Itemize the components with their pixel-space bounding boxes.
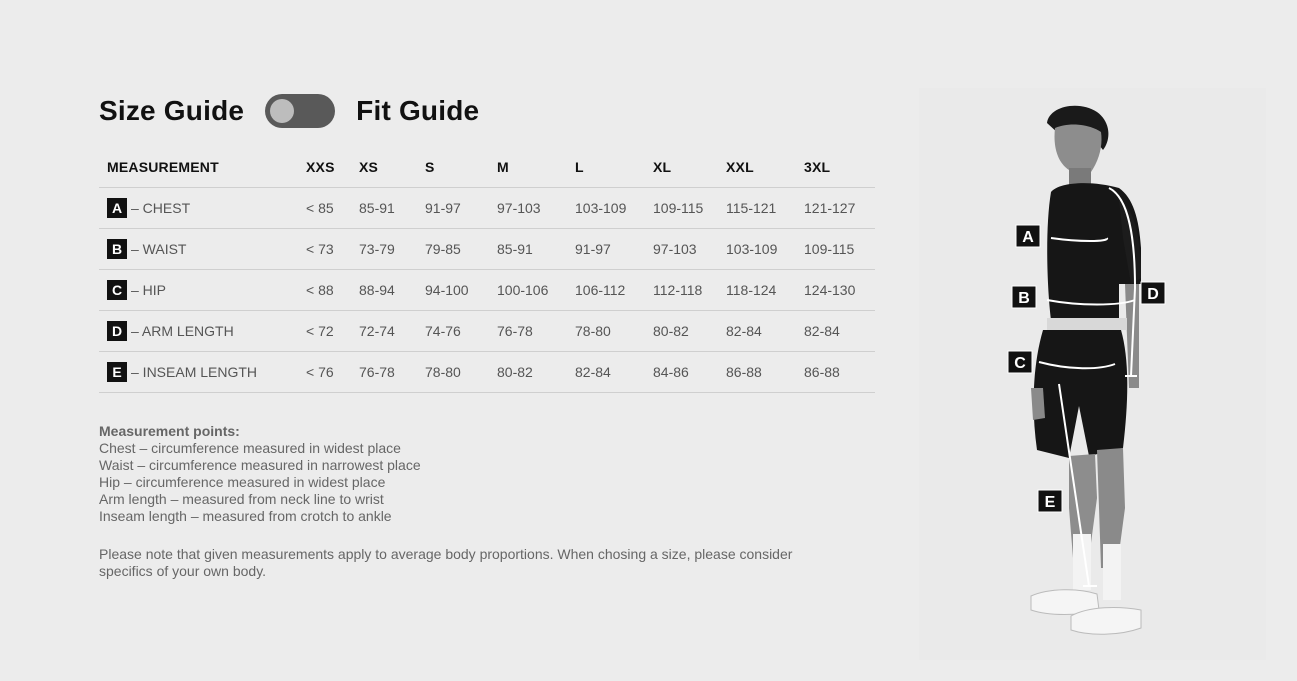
- value-cell: 88-94: [355, 270, 421, 311]
- measurement-badge: A: [107, 198, 127, 218]
- value-cell: 118-124: [722, 270, 800, 311]
- value-cell: 86-88: [722, 352, 800, 393]
- measurement-badge: D: [107, 321, 127, 341]
- note-line: Hip – circumference measured in widest place: [99, 474, 386, 490]
- measurement-cell: [99, 270, 302, 311]
- value-cell: 76-78: [493, 311, 571, 352]
- value-cell: 80-82: [649, 311, 722, 352]
- note-line: Inseam length – measured from crotch to ankle: [99, 508, 392, 524]
- value-cell: < 76: [302, 352, 355, 393]
- note-line: Waist – circumference measured in narrowest place: [99, 457, 421, 473]
- value-cell: 124-130: [800, 270, 875, 311]
- value-cell: 78-80: [421, 352, 493, 393]
- value-cell: 121-127: [800, 188, 875, 229]
- value-cell: 109-115: [649, 188, 722, 229]
- size-guide-title[interactable]: Size Guide: [99, 95, 245, 126]
- guide-header: [99, 92, 479, 130]
- value-cell: 100-106: [493, 270, 571, 311]
- table-row: [99, 229, 875, 270]
- measurement-cell: [99, 188, 302, 229]
- fit-guide-title[interactable]: Fit Guide: [356, 95, 480, 126]
- measurement-label: – CHEST: [131, 200, 191, 216]
- note-line: Arm length – measured from neck line to wrist: [99, 491, 384, 507]
- cyclist-illustration: [919, 88, 1266, 660]
- table-row: [99, 188, 875, 229]
- value-cell: 97-103: [649, 229, 722, 270]
- value-cell: 85-91: [355, 188, 421, 229]
- table-header-row: [99, 146, 875, 188]
- value-cell: 86-88: [800, 352, 875, 393]
- table-row: [99, 270, 875, 311]
- guide-toggle-switch[interactable]: [265, 94, 335, 128]
- svg-text:A: A: [1022, 229, 1034, 246]
- value-cell: 79-85: [421, 229, 493, 270]
- value-cell: 97-103: [493, 188, 571, 229]
- measurement-cell: [99, 311, 302, 352]
- measurement-badge: E: [107, 362, 127, 382]
- value-cell: < 72: [302, 311, 355, 352]
- value-cell: 78-80: [571, 311, 649, 352]
- header-measurement: MEASUREMENT: [99, 146, 302, 188]
- label-badge-c: [1008, 351, 1032, 373]
- value-cell: 82-84: [800, 311, 875, 352]
- value-cell: 72-74: [355, 311, 421, 352]
- header-size-xxl: XXL: [722, 146, 800, 188]
- value-cell: 91-97: [571, 229, 649, 270]
- value-cell: 103-109: [571, 188, 649, 229]
- value-cell: 82-84: [571, 352, 649, 393]
- value-cell: 115-121: [722, 188, 800, 229]
- label-badge-a: [1016, 225, 1040, 247]
- value-cell: 76-78: [355, 352, 421, 393]
- svg-text:C: C: [1014, 355, 1026, 372]
- value-cell: < 73: [302, 229, 355, 270]
- svg-text:D: D: [1147, 286, 1159, 303]
- size-table: [99, 146, 875, 393]
- measurement-cell: [99, 352, 302, 393]
- measurement-label: – HIP: [131, 282, 167, 298]
- measurement-label: – WAIST: [131, 241, 187, 257]
- measurement-label: – INSEAM LENGTH: [131, 364, 258, 380]
- measurement-notes: [99, 423, 859, 525]
- svg-text:B: B: [1018, 290, 1030, 307]
- value-cell: 109-115: [800, 229, 875, 270]
- value-cell: 85-91: [493, 229, 571, 270]
- table-row: [99, 352, 875, 393]
- measurement-label: – ARM LENGTH: [131, 323, 234, 339]
- value-cell: 82-84: [722, 311, 800, 352]
- value-cell: 74-76: [421, 311, 493, 352]
- header-size-s: S: [421, 146, 493, 188]
- value-cell: 73-79: [355, 229, 421, 270]
- header-size-xs: XS: [355, 146, 421, 188]
- header-size-3xl: 3XL: [800, 146, 875, 188]
- value-cell: 106-112: [571, 270, 649, 311]
- header-size-xxs: XXS: [302, 146, 355, 188]
- measurement-badge: C: [107, 280, 127, 300]
- value-cell: 103-109: [722, 229, 800, 270]
- value-cell: 80-82: [493, 352, 571, 393]
- value-cell: 94-100: [421, 270, 493, 311]
- notes-heading: Measurement points:: [99, 423, 240, 439]
- value-cell: < 88: [302, 270, 355, 311]
- svg-text:E: E: [1044, 494, 1056, 511]
- header-size-l: L: [571, 146, 649, 188]
- label-badge-d: [1141, 282, 1165, 304]
- label-badge-b: [1012, 286, 1036, 308]
- value-cell: 84-86: [649, 352, 722, 393]
- fit-disclaimer: Please note that given measurements apply to average body proportions. When chosing a size, please consider specifics of your own body.: [99, 546, 793, 579]
- table-row: [99, 311, 875, 352]
- header-size-m: M: [493, 146, 571, 188]
- value-cell: 91-97: [421, 188, 493, 229]
- note-line: Chest – circumference measured in widest place: [99, 440, 401, 456]
- value-cell: < 85: [302, 188, 355, 229]
- value-cell: 112-118: [649, 270, 722, 311]
- toggle-knob: [270, 99, 294, 123]
- measurement-badge: B: [107, 239, 127, 259]
- header-size-xl: XL: [649, 146, 722, 188]
- label-badge-e: [1038, 490, 1062, 512]
- measurement-cell: [99, 229, 302, 270]
- body-measurement-figure: [919, 88, 1266, 660]
